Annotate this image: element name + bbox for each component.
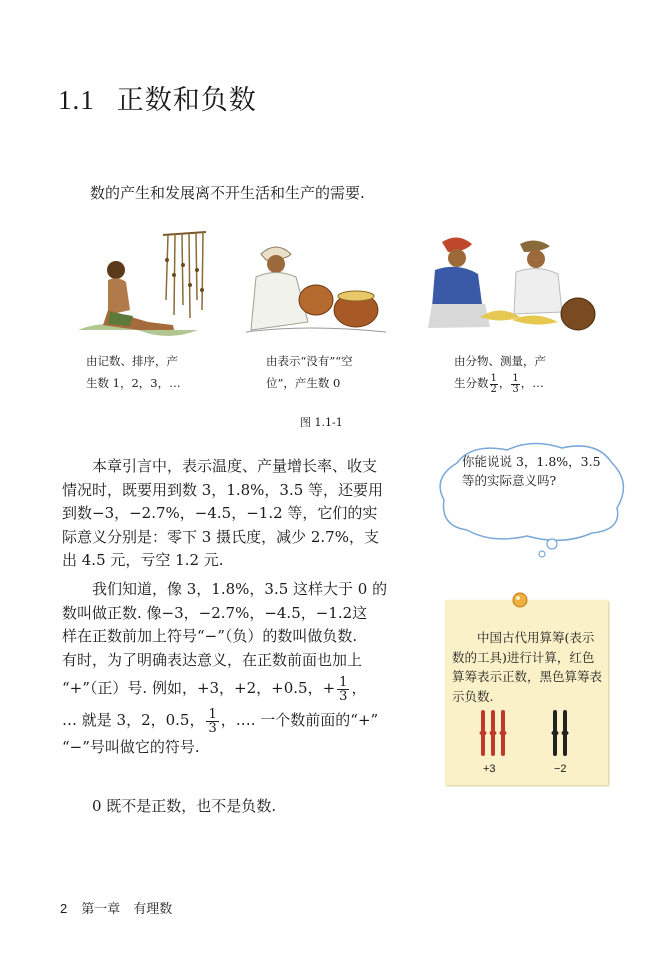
fraction-numerator: 1 [512,372,519,384]
thought-bubble-text: 你能说说 3，1.8%，3.5 等的实际意义吗? [462,454,601,488]
paragraph-2-line6-text: … 就是 3，2，0.5， [62,711,205,729]
caption-counting-line1: 由记数、排序，产 [86,354,178,368]
black-counting-rods [548,708,574,758]
fraction-numerator: 1 [208,706,217,722]
section-number: 1.1 [58,85,95,115]
caption-fractions-line1: 由分物、测量，产 [454,354,546,368]
negative-two-label: −2 [554,763,567,775]
paragraph-2 [62,578,427,760]
paragraph-2-line5-tail: ， [351,679,367,697]
measuring-illustration [420,232,600,342]
figure-label: 图 1.1-1 [300,416,343,429]
page-number: 2 [60,901,68,916]
caption-zero-line2: 位”，产生数 0 [266,376,341,390]
page-footer [60,898,172,917]
counting-rod-joint [562,731,569,736]
paragraph-2-line: 数叫做正数. 像−3，−2.7%，−4.5，−1.2这 [62,603,368,622]
chapter-label: 第一章 有理数 [81,902,173,917]
counting-rod-joint [552,731,559,736]
fraction-numerator: 1 [339,674,348,690]
paragraph-2-line: “−”号叫做它的符号. [62,738,200,756]
section-name: 正数和负数 [116,85,257,116]
paragraph-1-line: 到数−3，−2.7%，−4.5，−1.2 等，它们的实 [62,504,378,522]
paragraph-2-line: 有时，为了明确表达意义，在正数前面也加上 [62,650,363,669]
caption-fractions-prefix: 生分数 [454,376,489,390]
pushpin-icon [510,590,530,610]
positive-three-label: +3 [483,763,496,775]
fraction-denominator: 3 [339,688,348,704]
fraction-numerator: 1 [490,372,497,384]
paragraph-2-line [62,704,427,736]
caption-counting [86,350,181,394]
paragraph-1-line: 本章引言中，表示温度、产量增长率、收支 [92,457,378,475]
caption-fractions-tail: ，… [520,376,544,390]
knot-counting-illustration [78,230,208,340]
paragraph-2-line: 样在正数前加上符号“−”（负）的数叫做负数. [62,627,358,645]
paragraph-3: 0 既不是正数，也不是负数. [92,797,277,815]
paragraph-2-line [62,672,427,704]
red-counting-rods [476,708,510,758]
paragraph-2-line: 我们知道，像 3，1.8%，3.5 这样大于 0 的 [92,580,388,598]
caption-zero [266,350,353,394]
paragraph-1-line: 际意义分别是：零下 3 摄氏度，减少 2.7%，支 [62,527,379,546]
fraction-one-half [490,374,498,395]
empty-pot-illustration [246,232,386,342]
caption-fractions-separator: ， [498,376,511,390]
fraction-one-third [511,374,519,395]
counting-rods-note-text: 中国古代用算筹(表示数的工具)进行计算，红色算筹表示正数，黑色算筹表示负数. [452,630,603,704]
paragraph-1-line: 出 4.5 元，亏空 1.2 元. [62,551,224,569]
fraction-one-third [337,676,349,703]
paragraph-2-line5-text: “+”（正）号. 例如，+3，+2，+0.5，+ [62,679,336,697]
counting-rod-joint [480,731,487,736]
fraction-one-third [206,708,218,735]
paragraph-1-line: 情况时，既要用到数 3，1.8%，3.5 等，还要用 [62,480,384,499]
caption-counting-line2: 生数 1，2，3，… [86,376,181,390]
fraction-denominator: 3 [512,383,519,395]
counting-rod-joint [500,731,507,736]
caption-fractions [454,350,546,395]
paragraph-2-line6-tail: ，…. 一个数前面的“+” [220,711,379,729]
fraction-denominator: 3 [208,720,217,736]
caption-zero-line1: 由表示“没有”“空 [266,354,353,368]
caption-fractions-line2 [454,372,546,395]
fraction-denominator: 2 [490,383,497,395]
counting-rod-joint [490,731,497,736]
section-title [58,78,257,117]
paragraph-1 [62,455,427,573]
intro-sentence: 数的产生和发展离不开生活和生产的需要. [90,184,365,202]
